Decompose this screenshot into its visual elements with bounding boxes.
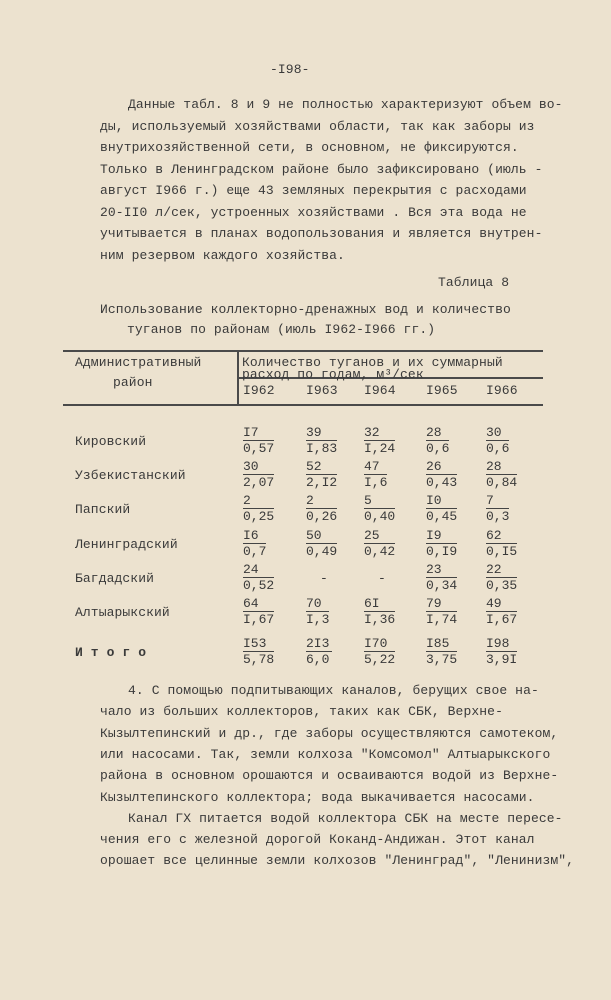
discharge: 0,40 (364, 509, 396, 525)
discharge: 0,3 (486, 509, 510, 525)
count: I0 (426, 493, 457, 509)
value-cell (306, 596, 329, 627)
discharge: 0,7 (243, 543, 267, 559)
count: 5 (364, 493, 395, 509)
count: 52 (306, 459, 337, 475)
value-cell (364, 459, 387, 490)
text-line: района в основном орошаются и осваиваются водой из Верхне- (100, 768, 559, 784)
count: 30 (243, 459, 274, 475)
text-line: 20-II0 л/сек, устроенных хозяйствами . Вся эта вода не (100, 204, 527, 220)
discharge: I,6 (364, 475, 388, 491)
year-header: I963 (306, 383, 338, 398)
table-title-line-2: туганов по районам (июль I962-I966 гг.) (127, 322, 436, 337)
value-cell (243, 459, 274, 490)
count: 47 (364, 459, 387, 475)
value-cell (486, 459, 517, 490)
count: I7 (243, 425, 274, 441)
text-line: Данные табл. 8 и 9 не полностью характеризуют объем во- (128, 97, 563, 112)
discharge: 0,52 (243, 577, 275, 593)
discharge: 6,0 (306, 652, 330, 668)
count: 2I3 (306, 636, 332, 652)
text-line: 4. С помощью подпитывающих каналов, берущих свое на- (128, 683, 539, 698)
discharge: I,83 (306, 441, 338, 456)
discharge: 3,75 (426, 652, 458, 668)
district-name: Папский (75, 502, 131, 518)
text-line: август I966 г.) еще 43 земляных перекрытия с расходами (100, 183, 527, 198)
value-cell (306, 493, 337, 524)
page-number: -I98- (270, 62, 310, 77)
value-cell (486, 425, 509, 456)
year-header: I962 (243, 383, 275, 398)
text-line: учитывается в планах водопользования и является внутрен- (100, 226, 543, 241)
discharge: I,24 (364, 441, 396, 456)
text-line: чало из больших коллекторов, таких как СБК, Верхне- (100, 704, 503, 720)
discharge: 0,34 (426, 577, 458, 593)
value-cell (306, 459, 337, 490)
count: 50 (306, 528, 337, 544)
year-header: I964 (364, 383, 396, 398)
discharge: 5,22 (364, 652, 396, 668)
count: 22 (486, 562, 517, 578)
discharge: 0,25 (243, 509, 275, 525)
discharge: 0,57 (243, 441, 275, 456)
value-cell (486, 596, 517, 627)
text-line: ды, используемый хозяйствами области, так как заборы из (100, 118, 535, 134)
count: I6 (243, 528, 266, 544)
count: 25 (364, 528, 395, 544)
count: 62 (486, 528, 517, 544)
district-name: Узбекистанский (75, 468, 186, 484)
discharge: 0,49 (306, 543, 338, 559)
text-line: Только в Ленинградском районе было зафиксировано (июль - (100, 161, 543, 177)
discharge: I,3 (306, 612, 330, 627)
discharge: 0,I9 (426, 543, 458, 559)
value-cell (486, 528, 517, 559)
text-line: ним резервом каждого хозяйства. (100, 247, 345, 263)
header-group-1: Количество туганов и их суммарный (242, 355, 503, 370)
discharge: 0,42 (364, 543, 396, 559)
text-line: или насосами. Так, земли колхоза "Комсомол" Алтыарыкского (100, 746, 551, 762)
discharge: I,67 (486, 612, 518, 627)
text-line: Кызылтепинский и др., где заборы осуществляются самотеком, (100, 725, 559, 741)
value-cell (486, 493, 509, 524)
empty-cell: - (378, 570, 386, 586)
discharge: 2,I2 (306, 475, 338, 491)
count: 2 (243, 493, 274, 509)
district-name: Багдадский (75, 570, 155, 586)
text-line: внутрихозяйственной сети, в основном, не фиксируются. (100, 140, 519, 155)
discharge: 0,35 (486, 577, 518, 593)
count: 7 (486, 493, 509, 509)
district-name: Алтыарыкский (75, 605, 170, 620)
value-cell (306, 528, 337, 559)
text-line: Канал ГХ питается водой коллектора СБК на месте пересе- (128, 810, 563, 826)
value-cell (306, 636, 332, 667)
text-line: орошает все целинные земли колхозов "Ленинград", "Ленинизм", (100, 853, 575, 869)
discharge: 3,9I (486, 652, 518, 668)
year-header: I965 (426, 383, 458, 398)
value-cell (243, 528, 266, 559)
value-cell (426, 528, 457, 559)
discharge: 5,78 (243, 652, 275, 668)
header-district-1: Административный (75, 355, 202, 370)
count: 49 (486, 596, 517, 612)
value-cell (486, 562, 517, 593)
discharge: I,74 (426, 612, 458, 627)
count: 64 (243, 596, 274, 612)
count: I53 (243, 636, 274, 652)
value-cell (486, 636, 517, 667)
discharge: 0,45 (426, 509, 458, 525)
value-cell (426, 636, 457, 667)
table-title-line-1: Использование коллекторно-дренажных вод и количество (100, 302, 511, 317)
discharge: 2,07 (243, 475, 275, 491)
count: I85 (426, 636, 457, 652)
value-cell (364, 596, 395, 627)
value-cell (243, 493, 274, 524)
count: 30 (486, 425, 509, 441)
value-cell (243, 636, 274, 667)
discharge: 0,I5 (486, 543, 518, 559)
count: 24 (243, 562, 274, 578)
value-cell (243, 562, 274, 593)
table-label: Таблица 8 (438, 275, 510, 290)
table-top-rule (63, 350, 543, 352)
header-group-2: расход по годам, м³/сек (242, 367, 424, 382)
count: 6I (364, 596, 395, 612)
value-cell (426, 596, 457, 627)
district-name: И т о г о (75, 645, 147, 661)
discharge: 0,6 (426, 441, 450, 456)
count: 2 (306, 493, 337, 509)
table-header-rule (63, 404, 543, 406)
count: 28 (486, 459, 517, 475)
count: 39 (306, 425, 337, 441)
value-cell (364, 636, 395, 667)
value-cell (364, 528, 395, 559)
empty-cell: - (320, 570, 328, 586)
discharge: 0,43 (426, 475, 458, 491)
header-district-2: район (113, 375, 153, 390)
value-cell (243, 425, 274, 456)
count: 28 (426, 425, 449, 441)
value-cell (364, 493, 395, 524)
district-name: Ленинградский (75, 536, 178, 552)
year-header: I966 (486, 383, 518, 398)
value-cell (426, 459, 457, 490)
discharge: 0,26 (306, 509, 338, 525)
count: 70 (306, 596, 329, 612)
value-cell (243, 596, 274, 627)
text-line: чения его с железной дорогой Коканд-Андижан. Этот канал (100, 832, 535, 848)
discharge: 0,6 (486, 441, 510, 456)
count: I9 (426, 528, 457, 544)
discharge: 0,84 (486, 475, 518, 491)
count: 26 (426, 459, 457, 475)
count: 32 (364, 425, 395, 441)
discharge: I,36 (364, 612, 396, 627)
value-cell (426, 493, 457, 524)
count: 23 (426, 562, 457, 578)
district-name: Кировский (75, 434, 147, 449)
count: I70 (364, 636, 395, 652)
value-cell (426, 425, 449, 456)
discharge: I,67 (243, 612, 275, 627)
count: 79 (426, 596, 457, 612)
text-line: Кызылтепинского коллектора; вода выкачивается насосами. (100, 789, 535, 805)
value-cell (306, 425, 337, 456)
count: I98 (486, 636, 517, 652)
value-cell (364, 425, 395, 456)
value-cell (426, 562, 457, 593)
